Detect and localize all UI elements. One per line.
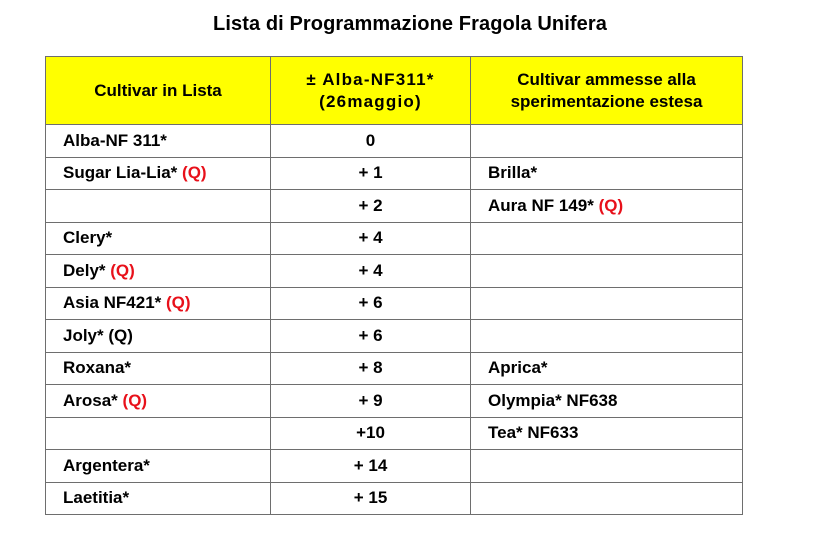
cultivar-name: Sugar Lia-Lia*	[63, 163, 178, 183]
alba-difference-value: + 4	[358, 260, 383, 280]
header-extended-trial	[471, 57, 743, 125]
extended-cultivar-cell	[471, 157, 743, 190]
cultivar-cell	[46, 125, 271, 158]
extended-cultivar-cell	[471, 417, 743, 450]
extended-cultivar-cell	[471, 190, 743, 223]
extended-cultivar-name: Aprica*	[488, 358, 548, 378]
extended-cultivar-name: Brilla*	[488, 163, 538, 183]
cultivar-cell	[46, 320, 271, 353]
extended-cultivar-cell	[471, 320, 743, 353]
header-alba-line2: (26maggio)	[319, 91, 422, 111]
header-cultivar-label: Cultivar in Lista	[94, 80, 222, 100]
cultivar-name: Dely*	[63, 260, 106, 280]
extended-cultivar-cell	[471, 385, 743, 418]
cultivar-cell	[46, 450, 271, 483]
alba-difference-value: + 8	[358, 358, 383, 378]
cultivar-cell	[46, 352, 271, 385]
alba-difference-cell	[271, 450, 471, 483]
table-row	[46, 190, 743, 223]
cultivar-name: Clery*	[63, 228, 113, 248]
alba-difference-value: + 6	[358, 325, 383, 345]
cultivar-name: Asia NF421*	[63, 293, 162, 313]
cultivar-cell	[46, 482, 271, 515]
alba-difference-value: + 15	[353, 488, 388, 508]
table-row	[46, 125, 743, 158]
alba-difference-value: + 9	[358, 390, 383, 410]
table-row	[46, 417, 743, 450]
header-alba-line1: ± Alba-NF311*	[306, 69, 435, 89]
cultivar-cell	[46, 157, 271, 190]
alba-difference-value: 0	[365, 130, 376, 150]
alba-difference-value: + 6	[358, 293, 383, 313]
table-row	[46, 385, 743, 418]
programming-table	[45, 56, 743, 515]
extended-cultivar-cell	[471, 222, 743, 255]
alba-difference-cell	[271, 385, 471, 418]
table-row	[46, 255, 743, 288]
alba-difference-value: +10	[356, 423, 385, 443]
alba-difference-cell	[271, 125, 471, 158]
table-row	[46, 482, 743, 515]
extended-cultivar-cell	[471, 450, 743, 483]
table-row	[46, 157, 743, 190]
table-row	[46, 450, 743, 483]
alba-difference-cell	[271, 157, 471, 190]
table-row	[46, 222, 743, 255]
alba-difference-cell	[271, 482, 471, 515]
alba-difference-cell	[271, 190, 471, 223]
header-alba-difference	[271, 57, 471, 125]
extended-cultivar-cell	[471, 125, 743, 158]
alba-difference-cell	[271, 417, 471, 450]
extended-cultivar-cell	[471, 482, 743, 515]
cultivar-name: Roxana*	[63, 358, 132, 378]
extended-cultivar-name: Tea* NF633	[488, 423, 579, 443]
cultivar-cell	[46, 287, 271, 320]
extended-cultivar-name: Aura NF 149*	[488, 195, 594, 215]
extended-cultivar-cell	[471, 352, 743, 385]
cultivar-name: Arosa*	[63, 390, 118, 410]
alba-difference-cell	[271, 287, 471, 320]
quality-marker: (Q)	[110, 260, 135, 280]
cultivar-cell	[46, 255, 271, 288]
cultivar-name: Joly* (Q)	[63, 325, 133, 345]
table-row	[46, 320, 743, 353]
quality-marker: (Q)	[122, 390, 148, 410]
alba-difference-value: + 2	[358, 195, 383, 215]
alba-difference-cell	[271, 255, 471, 288]
alba-difference-cell	[271, 222, 471, 255]
alba-difference-value: + 4	[358, 228, 383, 248]
header-row	[46, 57, 743, 125]
extended-cultivar-cell	[471, 287, 743, 320]
table-row	[46, 287, 743, 320]
header-cultivar-in-lista	[46, 57, 271, 125]
quality-marker: (Q)	[182, 163, 207, 183]
cultivar-name: Argentera*	[63, 455, 150, 475]
quality-marker: (Q)	[598, 195, 624, 215]
cultivar-name: Laetitia*	[63, 488, 130, 508]
cultivar-cell	[46, 222, 271, 255]
cultivar-cell	[46, 385, 271, 418]
alba-difference-value: + 1	[358, 163, 383, 183]
cultivar-cell	[46, 417, 271, 450]
quality-marker: (Q)	[166, 293, 191, 313]
extended-cultivar-name: Olympia* NF638	[488, 390, 618, 410]
extended-cultivar-cell	[471, 255, 743, 288]
alba-difference-value: + 14	[353, 455, 388, 475]
alba-difference-cell	[271, 352, 471, 385]
cultivar-name: Alba-NF 311*	[63, 130, 167, 150]
alba-difference-cell	[271, 320, 471, 353]
header-extended-line2: sperimentazione estesa	[510, 91, 703, 111]
page-title: Lista di Programmazione Fragola Unifera	[213, 13, 607, 35]
header-extended-line1: Cultivar ammesse alla	[517, 69, 696, 89]
cultivar-cell	[46, 190, 271, 223]
table-row	[46, 352, 743, 385]
